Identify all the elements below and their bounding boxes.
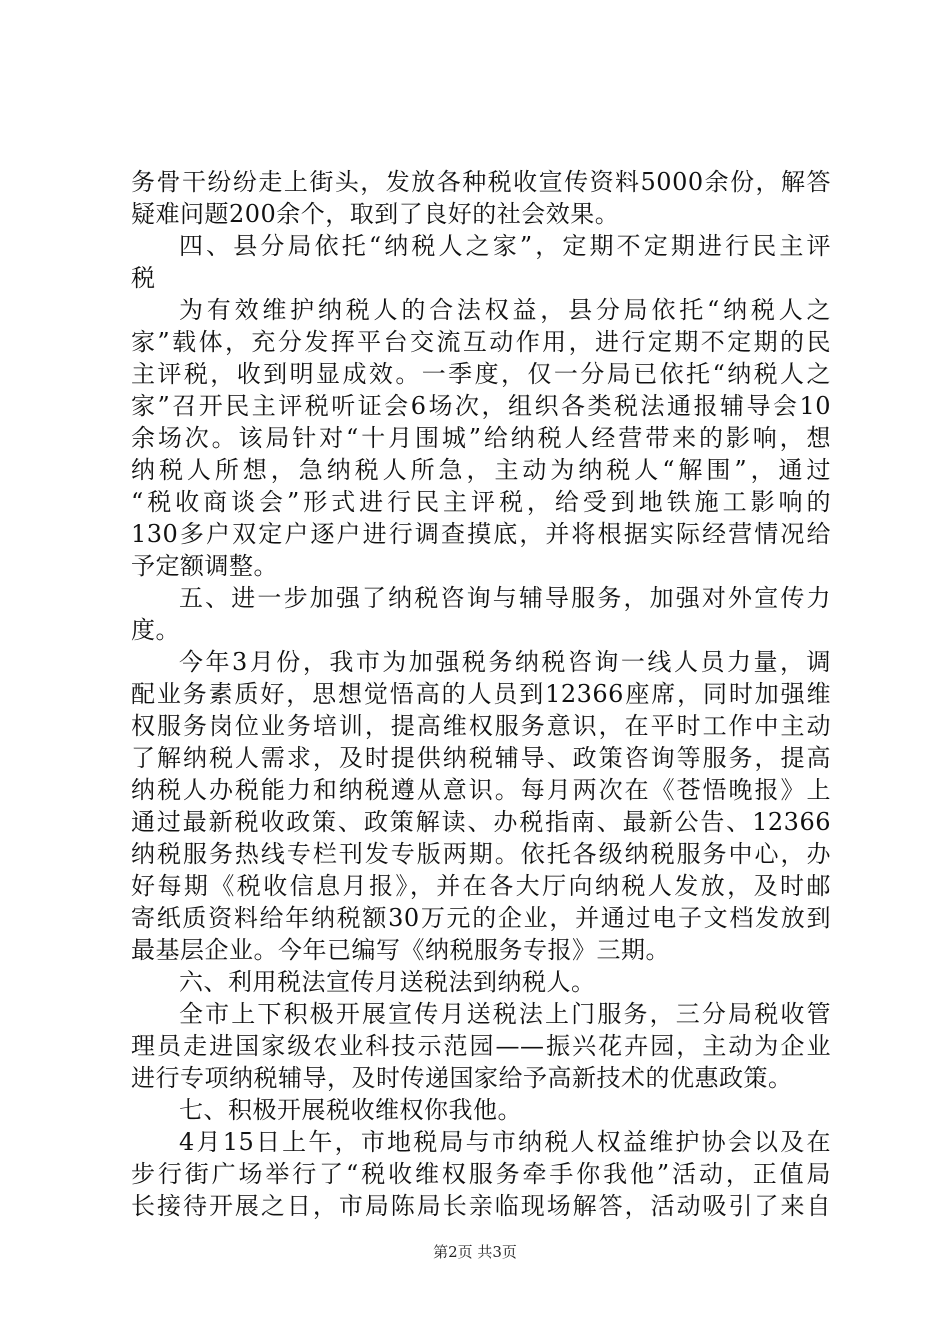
text-line: 今年3月份，我市为加强税务纳税咨询一线人员力量，调 [179,648,831,676]
text-line: 疑难问题200余个，取到了良好的社会效果。 [131,200,620,228]
text-line: 余场次。该局针对“十月围城”给纳税人经营带来的影响，想 [131,424,831,452]
text-line: 好每期《税收信息月报》，并在各大厅向纳税人发放，及时邮 [131,872,831,900]
text-line: 全市上下积极开展宣传月送税法上门服务，三分局税收管 [179,1000,831,1028]
text-line: 六、利用税法宣传月送税法到纳税人。 [179,968,596,996]
document-body [131,166,831,1222]
text-line: 税 [131,264,156,292]
text-line: 务骨干纷纷走上街头，发放各种税收宣传资料5000余份，解答 [131,168,831,196]
text-line: 130多户双定户逐户进行调查摸底，并将根据实际经营情况给 [131,520,831,548]
text-line: 4月15日上午，市地税局与市纳税人权益维护协会以及在 [179,1128,831,1156]
text-line: 理员走进国家级农业科技示范园——振兴花卉园，主动为企业 [131,1032,831,1060]
text-line: 权服务岗位业务培训，提高维权服务意识，在平时工作中主动 [131,712,831,740]
text-line: 四、县分局依托“纳税人之家”，定期不定期进行民主评 [179,232,831,260]
text-line: 最基层企业。今年已编写《纳税服务专报》三期。 [131,936,670,964]
text-line: 长接待开展之日，市局陈局长亲临现场解答，活动吸引了来自 [131,1192,831,1220]
text-line: 纳税服务热线专栏刊发专版两期。依托各级纳税服务中心，办 [131,840,831,868]
text-line: 寄纸质资料给年纳税额30万元的企业，并通过电子文档发放到 [131,904,831,932]
text-line: 配业务素质好，思想觉悟高的人员到12366座席，同时加强维 [131,680,831,708]
text-line: 予定额调整。 [131,552,278,580]
text-line: 纳税人办税能力和纳税遵从意识。每月两次在《苍悟晚报》上 [131,776,831,804]
text-line: 家”载体，充分发挥平台交流互动作用，进行定期不定期的民 [131,328,831,356]
text-line: 进行专项纳税辅导，及时传递国家给予高新技术的优惠政策。 [131,1064,793,1092]
text-line: 家”召开民主评税听证会6场次，组织各类税法通报辅导会10 [131,392,831,420]
text-line: 五、进一步加强了纳税咨询与辅导服务，加强对外宣传力 [179,584,831,612]
page-footer: 第2页 共3页 [433,1243,517,1261]
text-line: 为有效维护纳税人的合法权益，县分局依托“纳税人之 [179,296,831,324]
text-line: 主评税，收到明显成效。一季度，仅一分局已依托“纳税人之 [131,360,831,388]
text-line: 纳税人所想，急纳税人所急，主动为纳税人“解围”，通过 [131,456,831,484]
text-line: 步行街广场举行了“税收维权服务牵手你我他”活动，正值局 [131,1160,831,1188]
text-line: 了解纳税人需求，及时提供纳税辅导、政策咨询等服务，提高 [131,744,831,772]
text-line: “税收商谈会”形式进行民主评税，给受到地铁施工影响的 [131,488,831,516]
text-line: 度。 [131,616,180,644]
text-line: 通过最新税收政策、政策解读、办税指南、最新公告、12366 [131,808,831,836]
text-line: 七、积极开展税收维权你我他。 [179,1096,522,1124]
